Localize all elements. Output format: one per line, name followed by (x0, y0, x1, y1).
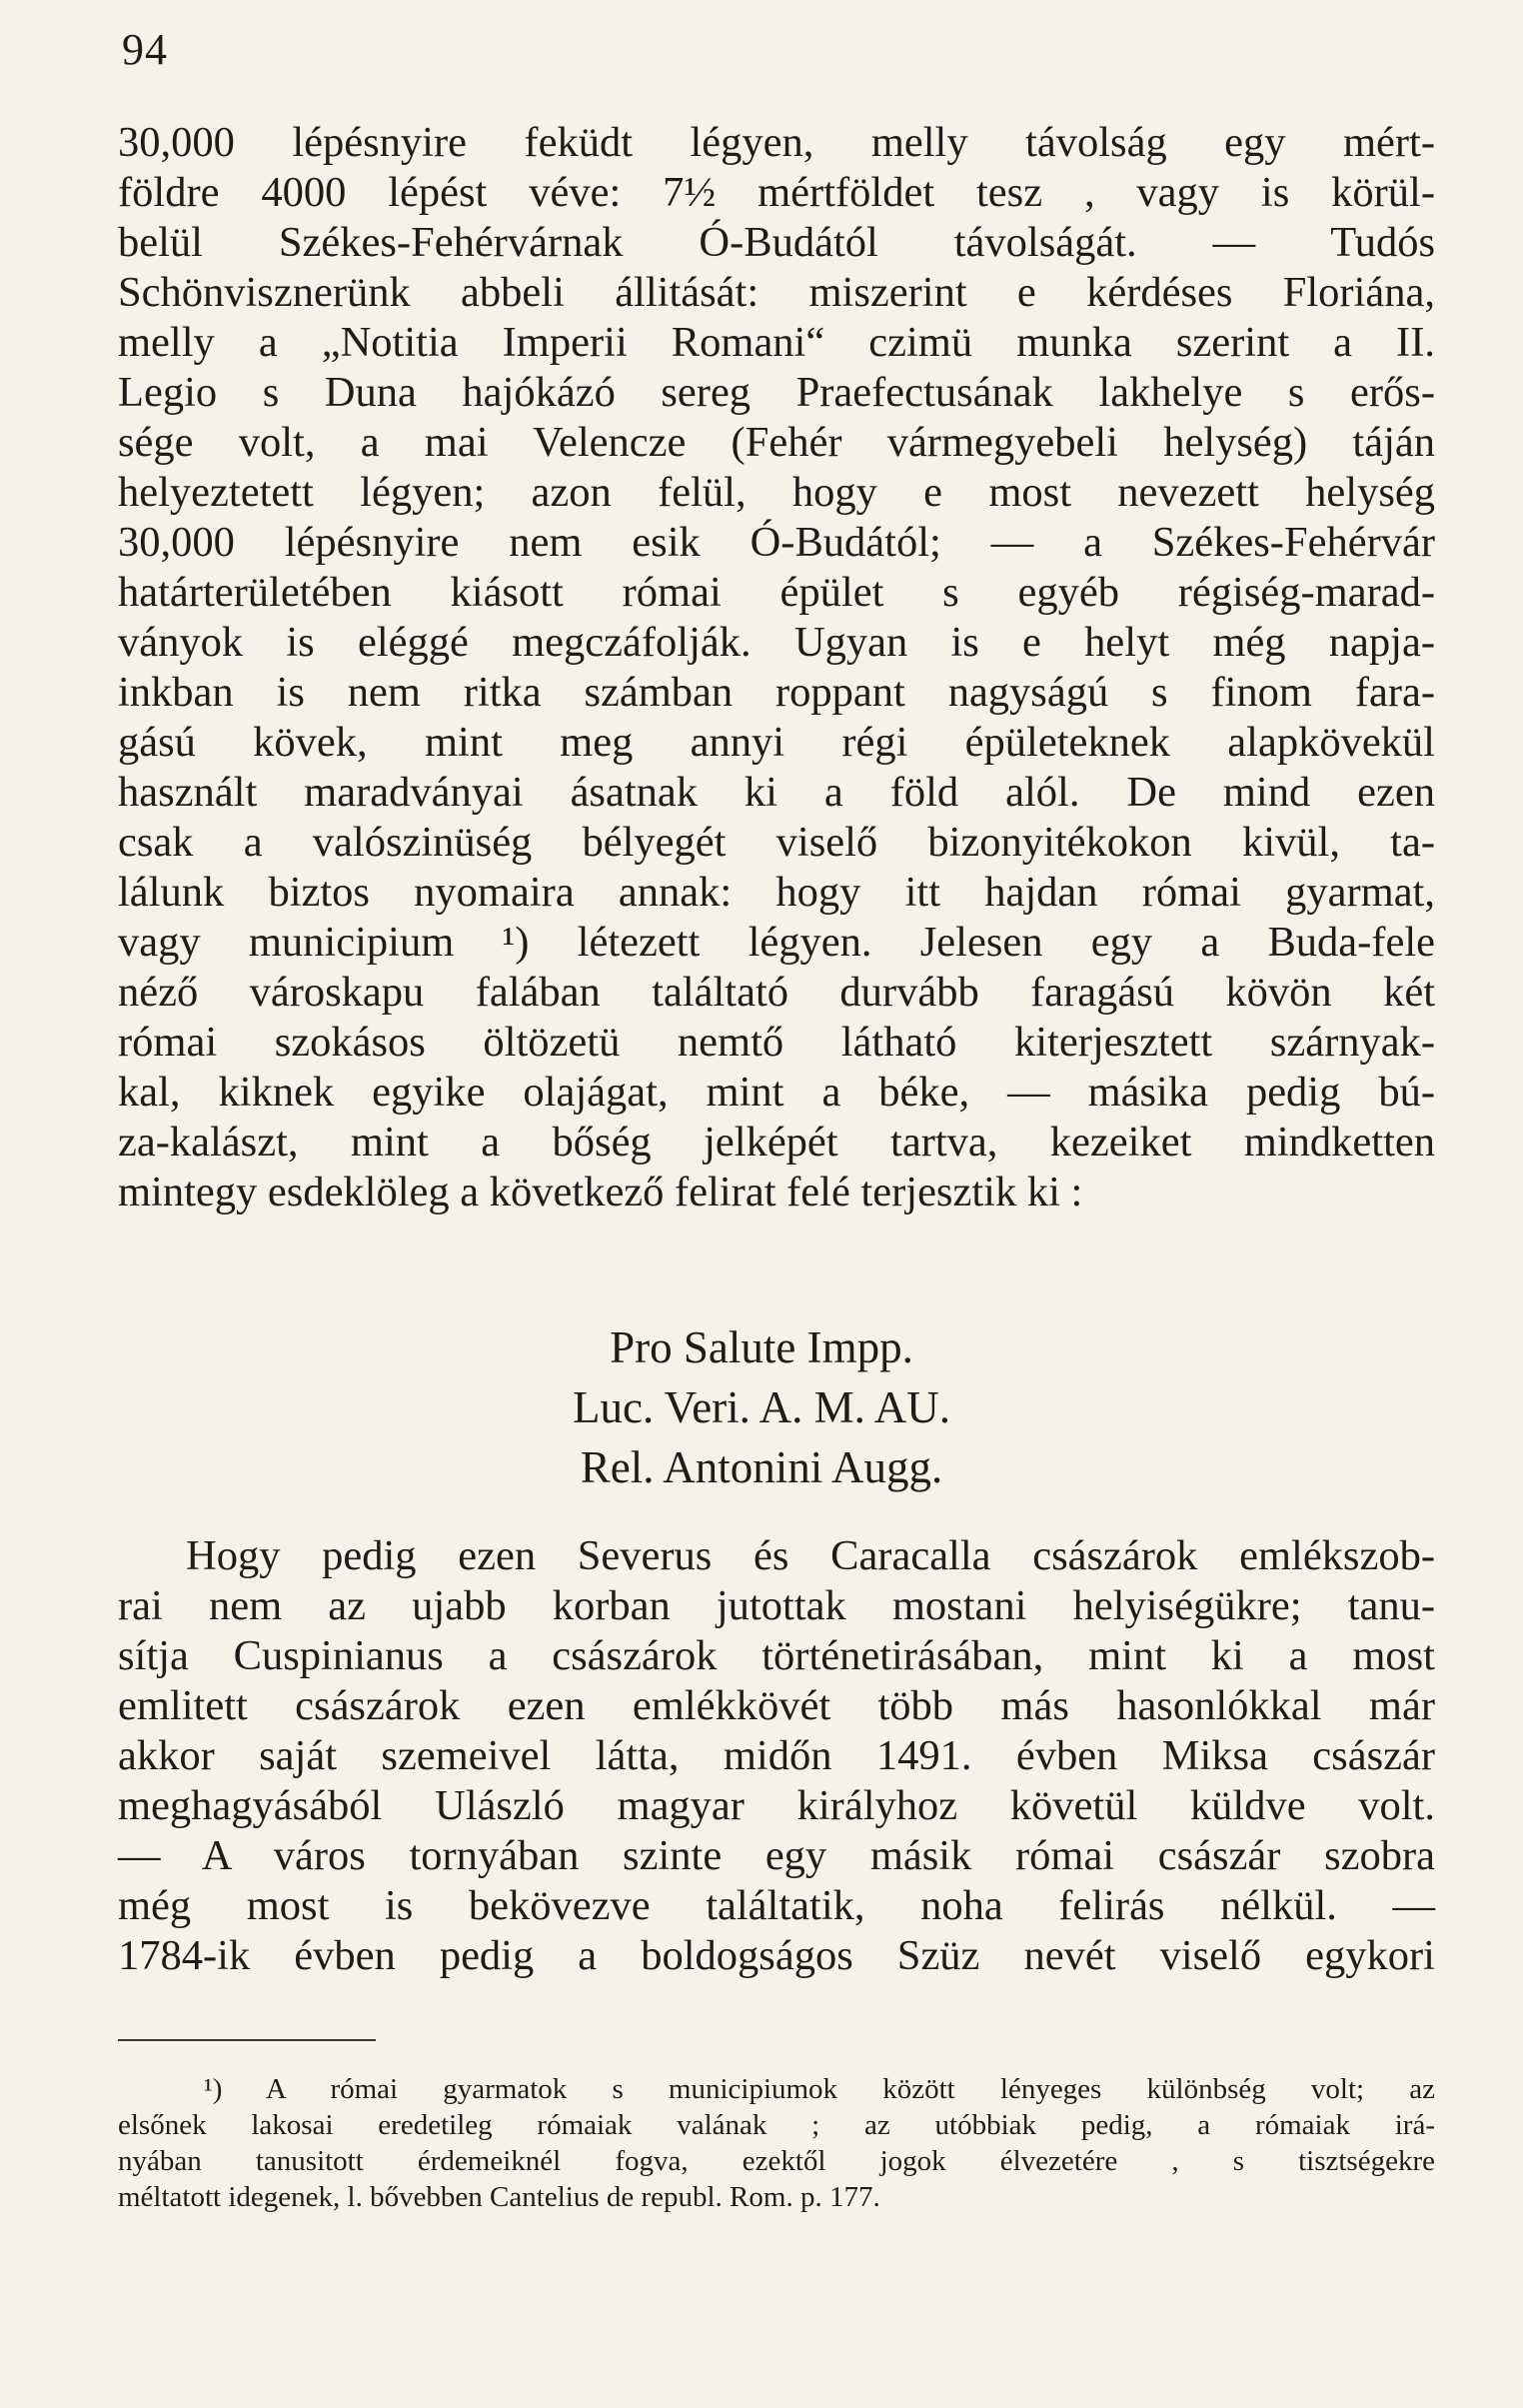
text-line: 30,000 lépésnyire nem esik Ó-Budától; — a Székes-Fehérvár (118, 519, 1435, 566)
text-line: sége volt, a mai Velencze (Fehér vármegyebeli helység) táján (118, 419, 1435, 466)
text-line: csak a valószinüség bélyegét viselő bizonyitékokon kivül, ta- (118, 819, 1435, 866)
text-line: rai nem az ujabb korban jutottak mostani helyiségükre; tanu- (118, 1582, 1435, 1629)
inscription-line: Luc. Veri. A. M. AU. (573, 1382, 950, 1432)
footnote-divider (118, 2039, 376, 2041)
text-line: határterületében kiásott római épület s egyéb régiség-marad- (118, 569, 1435, 616)
text-line: 30,000 lépésnyire feküdt légyen, melly távolság egy mért- (118, 119, 1435, 166)
text-line: még most is bekövezve találtatik, noha felirás nélkül. — (118, 1882, 1435, 1929)
text-line: gású kövek, mint meg annyi régi épületeknek alapkövekül (118, 719, 1435, 766)
inscription (0, 1317, 1523, 1497)
footnote-line: méltatott idegenek, l. bővebben Cantelius de republ. Rom. p. 177. (118, 2181, 880, 2213)
text-line: helyeztetett légyen; azon felül, hogy e most nevezett helység (118, 469, 1435, 516)
text-line: mintegy esdeklöleg a következő felirat felé terjesztik ki : (118, 1169, 1083, 1215)
footnote-line: elsőnek lakosai eredetileg rómaiak valának ; az utóbbiak pedig, a rómaiak irá- (118, 2109, 1435, 2141)
text-line: akkor saját szemeivel látta, midőn 1491. évben Miksa császár (118, 1732, 1435, 1779)
text-line: földre 4000 lépést véve: 7½ mértföldet tesz , vagy is körül- (118, 169, 1435, 216)
text-line: melly a „Notitia Imperii Romani“ czimü munka szerint a II. (118, 319, 1435, 366)
text-line: — A város tornyában szinte egy másik római császár szobra (118, 1832, 1435, 1879)
text-line: 1784-ik évben pedig a boldogságos Szüz nevét viselő egykori (118, 1932, 1435, 1979)
text-line: vagy municipium ¹) létezett légyen. Jelesen egy a Buda-fele (118, 919, 1435, 966)
text-line: inkban is nem ritka számban roppant nagyságú s finom fara- (118, 669, 1435, 716)
text-line: római szokásos öltözetü nemtő látható kiterjesztett szárnyak- (118, 1019, 1435, 1066)
text-line: belül Székes-Fehérvárnak Ó-Budától távolságát. — Tudós (118, 219, 1435, 266)
text-line: néző városkapu falában találtató durvább faragású kövön két (118, 969, 1435, 1016)
paragraph-2 (118, 1531, 1435, 1981)
text-line: za-kalászt, mint a bőség jelképét tartva, kezeiket mindketten (118, 1119, 1435, 1166)
text-line: meghagyásából Ulászló magyar királyhoz követül küldve volt. (118, 1782, 1435, 1829)
text-line: Hogy pedig ezen Severus és Caracalla császárok emlékszob- (186, 1532, 1435, 1579)
footnote (118, 2071, 1435, 2215)
footnote-line: ¹) A római gyarmatok s municipiumok között lényeges különbség volt; az (204, 2073, 1435, 2105)
text-line: emlitett császárok ezen emlékkövét több más hasonlókkal már (118, 1682, 1435, 1729)
text-line: ványok is eléggé megczáfolják. Ugyan is e helyt még napja- (118, 619, 1435, 666)
text-line: sítja Cuspinianus a császárok történetirásában, mint ki a most (118, 1632, 1435, 1679)
page-number: 94 (122, 25, 168, 74)
text-line: kal, kiknek egyike olajágat, mint a béke, — másika pedig bú- (118, 1069, 1435, 1116)
paragraph-1 (118, 118, 1435, 1217)
text-line: használt maradványai ásatnak ki a föld alól. De mind ezen (118, 769, 1435, 816)
footnote-line: nyában tanusitott érdemeiknél fogva, ezektől jogok élvezetére , s tisztségekre (118, 2145, 1435, 2177)
text-line: lálunk biztos nyomaira annak: hogy itt hajdan római gyarmat, (118, 869, 1435, 916)
text-line: Schönvisznerünk abbeli állitását: miszerint e kérdéses Floriána, (118, 269, 1435, 316)
text-line: Legio s Duna hajókázó sereg Praefectusának lakhelye s erős- (118, 369, 1435, 416)
inscription-line: Rel. Antonini Augg. (580, 1442, 943, 1492)
inscription-line: Pro Salute Impp. (610, 1322, 913, 1372)
